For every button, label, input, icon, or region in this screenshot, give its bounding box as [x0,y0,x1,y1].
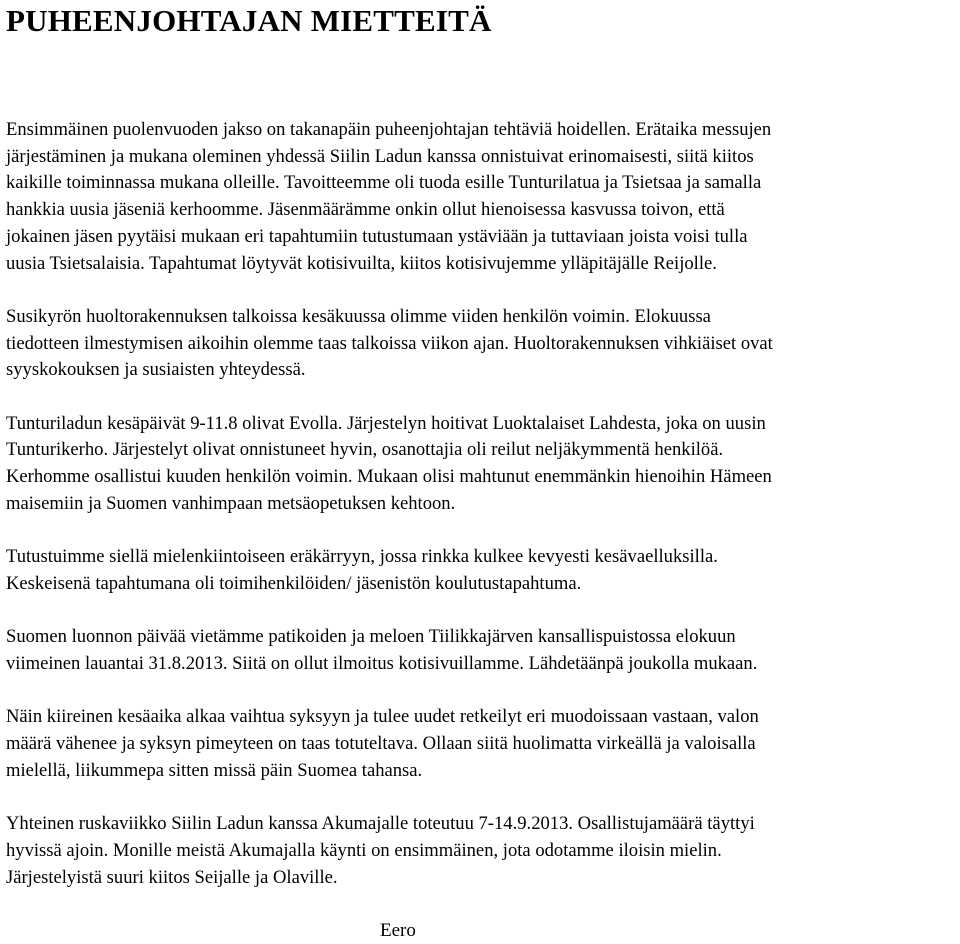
text-line: Järjestelyistä suuri kiitos Seijalle ja Olaville. [6,866,338,888]
text-line: kaikille toiminnassa mukana olleille. Tavoitteemme oli tuoda esille Tunturilatua ja Tsietsaa ja samalla [6,172,762,194]
text-line: viimeinen lauantai 31.8.2013. Siitä on ollut ilmoitus kotisivuillamme. Lähdetäänpä joukolla mukaan. [6,653,758,674]
text-line: jokainen jäsen pyytäisi mukaan eri tapahtumiin tutustumaan ystäviään ja tuttaviaan joista voisi tulla [6,225,748,247]
text-line: Tutustuimme siellä mielenkiintoiseen eräkärryyn, jossa rinkka kulkee kevyesti kesävaelluksilla. [6,546,718,568]
text-line: Yhteinen ruskaviikko Siilin Ladun kanssa Akumajalle toteutuu 7-14.9.2013. Osallistujamäärä täyttyi [6,813,755,835]
paragraph [6,624,956,677]
document-body [6,117,956,918]
paragraph [6,704,956,784]
text-line: hyvissä ajoin. Monille meistä Akumajalla käynti on ensimmäinen, jota odotamme iloisin mielin. [6,839,722,861]
text-line: syyskokouksen ja susiaisten yhteydessä. [6,359,306,381]
text-line: uusia Tsietsalaisia. Tapahtumat löytyvät kotisivuilta, kiitos kotisivujemme ylläpitäjälle Reijolle. [6,252,717,274]
text-line: Tunturikerho. Järjestelyt olivat onnistuneet hyvin, osanottajia oli reilut neljäkymmentä henkilöä. [6,439,724,461]
text-line: maisemiin ja Suomen vanhimpaan metsäopetuksen kehtoon. [6,492,456,514]
paragraph [6,811,956,891]
paragraph [6,411,956,518]
paragraph [6,544,956,597]
text-line: määrä vähenee ja syksyn pimeyteen on taas totuteltava. Ollaan siitä huolimatta virkeällä ja valoisalla [6,733,756,755]
paragraph [6,304,956,384]
document-title: PUHEENJOHTAJAN MIETTEITÄ [6,3,492,38]
text-line: hankkia uusia jäseniä kerhoomme. Jäsenmäärämme onkin ollut hienoisessa kasvussa toivon, että [6,199,725,221]
text-line: tiedotteen ilmestymisen aikoihin olemme taas talkoissa viikon ajan. Huoltorakennuksen vihkiäiset ovat [6,332,773,354]
text-line: Näin kiireinen kesäaika alkaa vaihtua syksyyn ja tulee uudet retkeilyt eri muodoissaan vastaan, valon [6,706,759,728]
text-line: Keskeisenä tapahtumana oli toimihenkilöiden/ jäsenistön koulutustapahtuma. [6,572,582,594]
text-line: Ensimmäinen puolenvuoden jakso on takanapäin puheenjohtajan tehtäviä hoidellen. Erätaika messujen [6,119,772,140]
text-line: järjestäminen ja mukana oleminen yhdessä Siilin Ladun kanssa onnistuivat erinomaisesti, siitä kiitos [6,145,754,167]
text-line: Tunturiladun kesäpäivät 9-11.8 olivat Evolla. Järjestelyn hoitivat Luoktalaiset Lahdesta, joka on uusin [6,412,766,434]
text-line: Susikyrön huoltorakennuksen talkoissa kesäkuussa olimme viiden henkilön voimin. Elokuussa [6,305,711,327]
paragraph [6,117,956,277]
text-line: Kerhomme osallistui kuuden henkilön voimin. Mukaan olisi mahtunut enemmänkin hienoihin Hämeen [6,466,772,488]
text-line: mielellä, liikummepa sitten missä päin Suomea tahansa. [6,759,423,781]
text-line: Suomen luonnon päivää vietämme patikoiden ja meloen Tiilikkajärven kansallispuistossa elokuun [6,626,736,648]
signature: Eero [380,920,416,941]
